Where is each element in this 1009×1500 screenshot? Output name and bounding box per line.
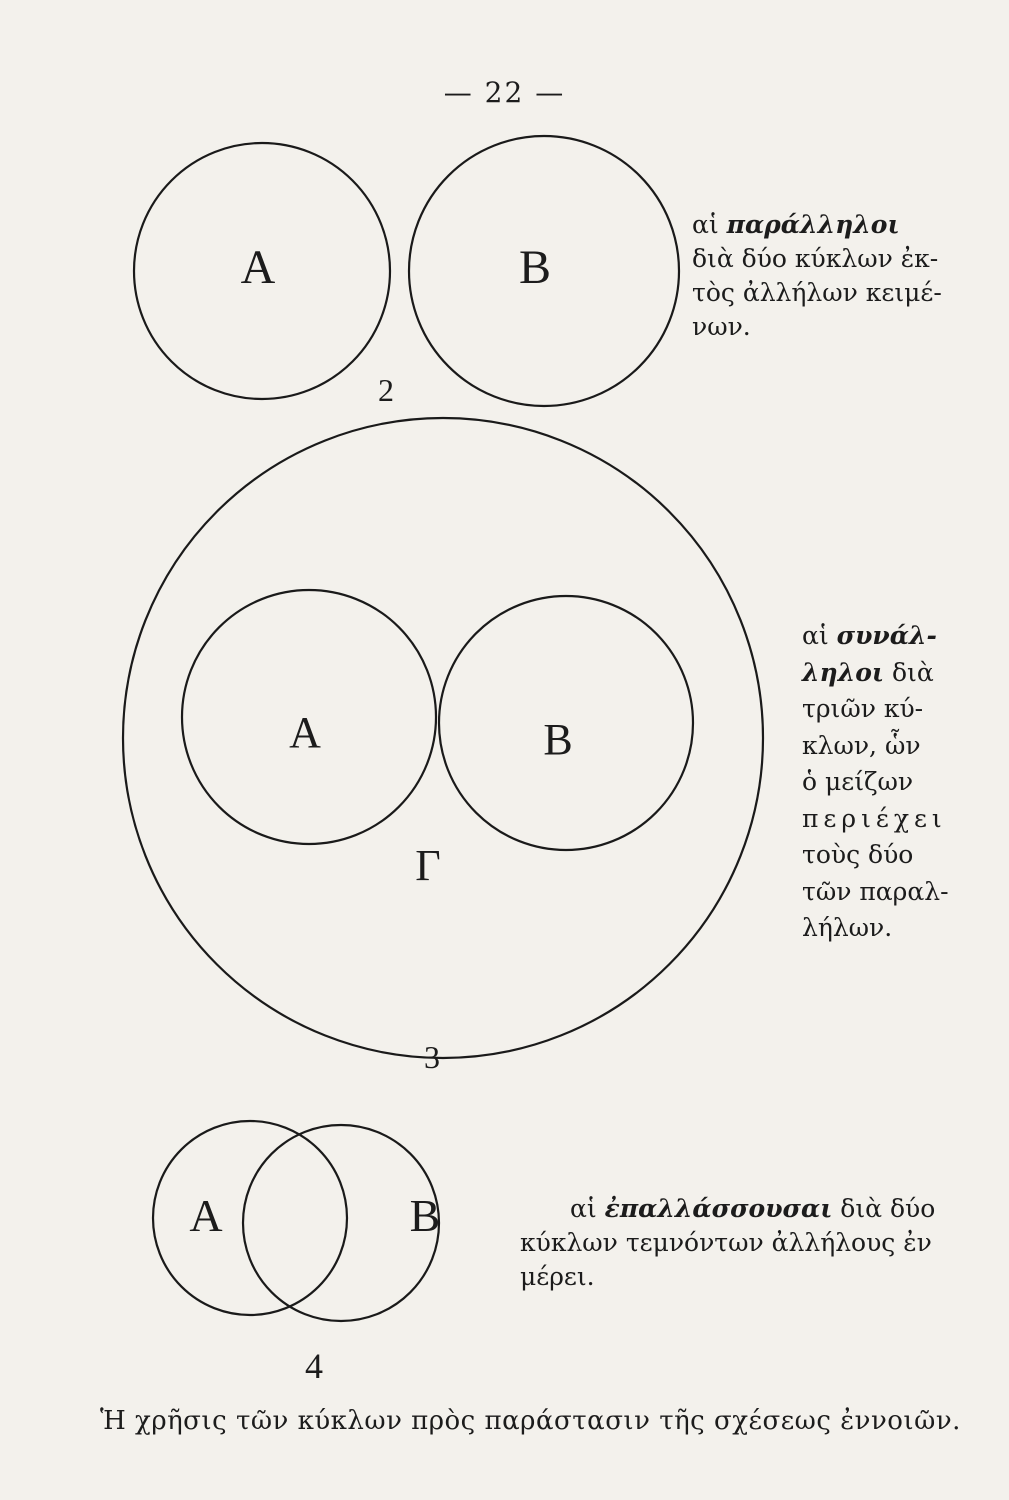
caption-line: αἱ παράλληλοι: [692, 210, 900, 239]
fig3-label-b: B: [543, 715, 573, 764]
caption-line: νων.: [692, 312, 751, 341]
caption-line: κύκλων τεμνόντων ἀλλήλους ἐν: [520, 1228, 932, 1257]
fig4-caption: [520, 1192, 962, 1294]
caption-line: λήλων.: [802, 913, 893, 942]
caption-line: διὰ δύο κύκλων ἐκ-: [692, 244, 939, 273]
fig3-circle-g: [123, 418, 763, 1058]
fig2-label-a: A: [240, 241, 276, 294]
figure-footer-caption: Ἡ χρῆσις τῶν κύκλων πρὸς παράστασιν τῆς σχέσεως ἐννοιῶν.: [100, 1406, 961, 1436]
caption-line: τῶν παραλ-: [802, 876, 949, 906]
fig2-caption: [692, 208, 962, 344]
caption-line: ληλοι διὰ: [802, 657, 934, 687]
caption-line: αἱ ἐπαλλάσσουσαι διὰ δύο: [570, 1194, 936, 1223]
fig3-caption: [802, 618, 960, 947]
fig4-circle-a: [153, 1121, 347, 1315]
fig4-label-b: B: [409, 1190, 441, 1241]
caption-line: αἱ συνάλ-: [802, 621, 937, 650]
fig3-number: 3: [424, 1039, 440, 1075]
caption-line: τριῶν κύ-: [802, 694, 924, 723]
caption-line: κλων, ὧν: [802, 730, 921, 760]
caption-line: τοὺς δύο: [802, 840, 914, 869]
fig3-label-g: Γ: [415, 841, 441, 890]
fig3-label-a: A: [289, 708, 321, 757]
fig4-number: 4: [305, 1346, 323, 1386]
caption-line: ὁ μείζων: [802, 767, 914, 796]
fig2-number: 2: [378, 372, 394, 408]
caption-line: περιέχει: [802, 803, 947, 833]
page-number: — 22 —: [443, 76, 566, 109]
fig2-label-b: B: [518, 241, 552, 294]
caption-line: μέρει.: [520, 1262, 595, 1291]
caption-line: τὸς ἀλλήλων κειμέ-: [692, 278, 942, 307]
fig4-label-a: A: [189, 1190, 223, 1241]
